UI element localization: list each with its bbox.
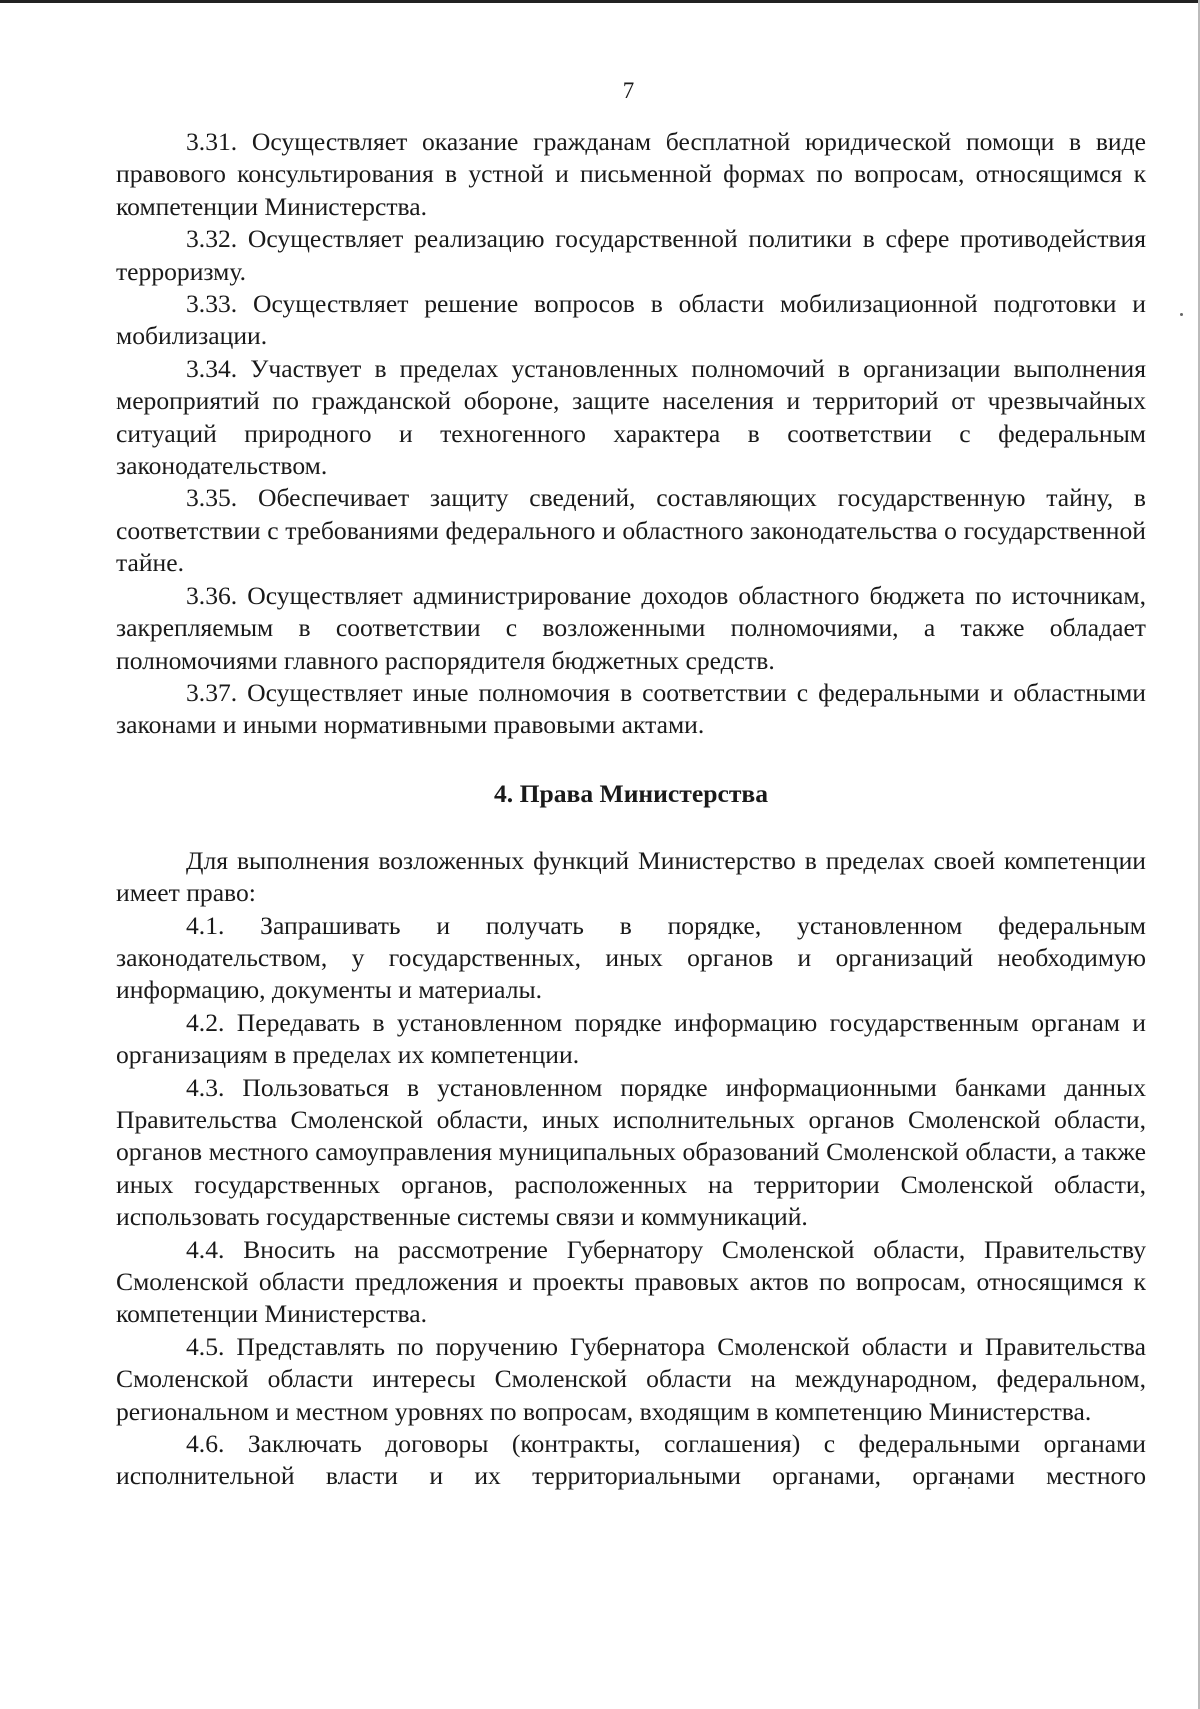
paragraph-4-4: 4.4. Вносить на рассмотрение Губернатору Смоленской области, Правительству Смоленской области предложения и проекты правовых актов по вопросам, относящимся к компетенции Министерства. xyxy=(116,1234,1146,1329)
paragraph-4-2: 4.2. Передавать в установленном порядке информацию государственным органам и организациям в пределах их компетенции. xyxy=(116,1007,1146,1070)
paragraph-3-32: 3.32. Осуществляет реализацию государственной политики в сфере противодействия терроризму. xyxy=(116,224,1146,286)
scan-edge-top xyxy=(0,0,1200,3)
document-body xyxy=(116,126,1146,1493)
paragraph-4-1: 4.1. Запрашивать и получать в порядке, установленном федеральным законодательством, у государственных, иных органов и организаций необходимую информацию, документы и материалы. xyxy=(116,910,1146,1005)
section-4-heading: 4. Права Министерства xyxy=(493,778,769,808)
paragraph-3-35: 3.35. Обеспечивает защиту сведений, составляющих государственную тайну, в соответствии с требованиями федерального и областного законодательства о государственной тайне. xyxy=(116,483,1146,578)
paragraph-3-34: 3.34. Участвует в пределах установленных полномочий в организации выполнения мероприятий по гражданской обороне, защите населения и территорий от чрезвычайных ситуаций природного и техногенного характера в соответствии с федеральным законодательством. xyxy=(116,353,1146,481)
paragraph-4-3: 4.3. Пользоваться в установленном порядке информационными банками данных Правительства Смоленской области, иных исполнительных органов Смоленской области, органов местного самоуправления муниципальных образований Смоленской области, а также иных государственных органов, расположенных на территории Смоленской области, использовать государственные системы связи и коммуникаций. xyxy=(116,1072,1146,1232)
paragraph-3-31: 3.31. Осуществляет оказание гражданам бесплатной юридической помощи в виде правового консультирования в устной и письменной формах по вопросам, относящимся к компетенции Министерства. xyxy=(116,127,1146,221)
paragraph-3-37: 3.37. Осуществляет иные полномочия в соответствии с федеральными и областными законами и иными нормативными правовыми актами. xyxy=(116,677,1146,740)
paragraph-3-33: 3.33. Осуществляет решение вопросов в области мобилизационной подготовки и мобилизации. xyxy=(116,289,1146,351)
paragraph-3-36: 3.36. Осуществляет администрирование доходов областного бюджета по источникам, закрепляемым в соответствии с возложенными полномочиями, а также обладает полномочиями главного распорядителя бюджетных средств. xyxy=(116,580,1146,675)
scan-speck xyxy=(1180,313,1183,316)
section-4-intro: Для выполнения возложенных функций Министерство в пределах своей компетенции имеет право: xyxy=(116,845,1146,908)
page-number: 7 xyxy=(622,78,635,103)
paragraph-4-6: 4.6. Заключать договоры (контракты, соглашения) с федеральными органами исполнительной власти и их территориальными органами, органами местного xyxy=(116,1429,1146,1491)
paragraph-4-5: 4.5. Представлять по поручению Губернатора Смоленской области и Правительства Смоленской области интересы Смоленской области на международном, федеральном, региональном и местном уровнях по вопросам, входящим в компетенцию Министерства. xyxy=(116,1331,1146,1426)
